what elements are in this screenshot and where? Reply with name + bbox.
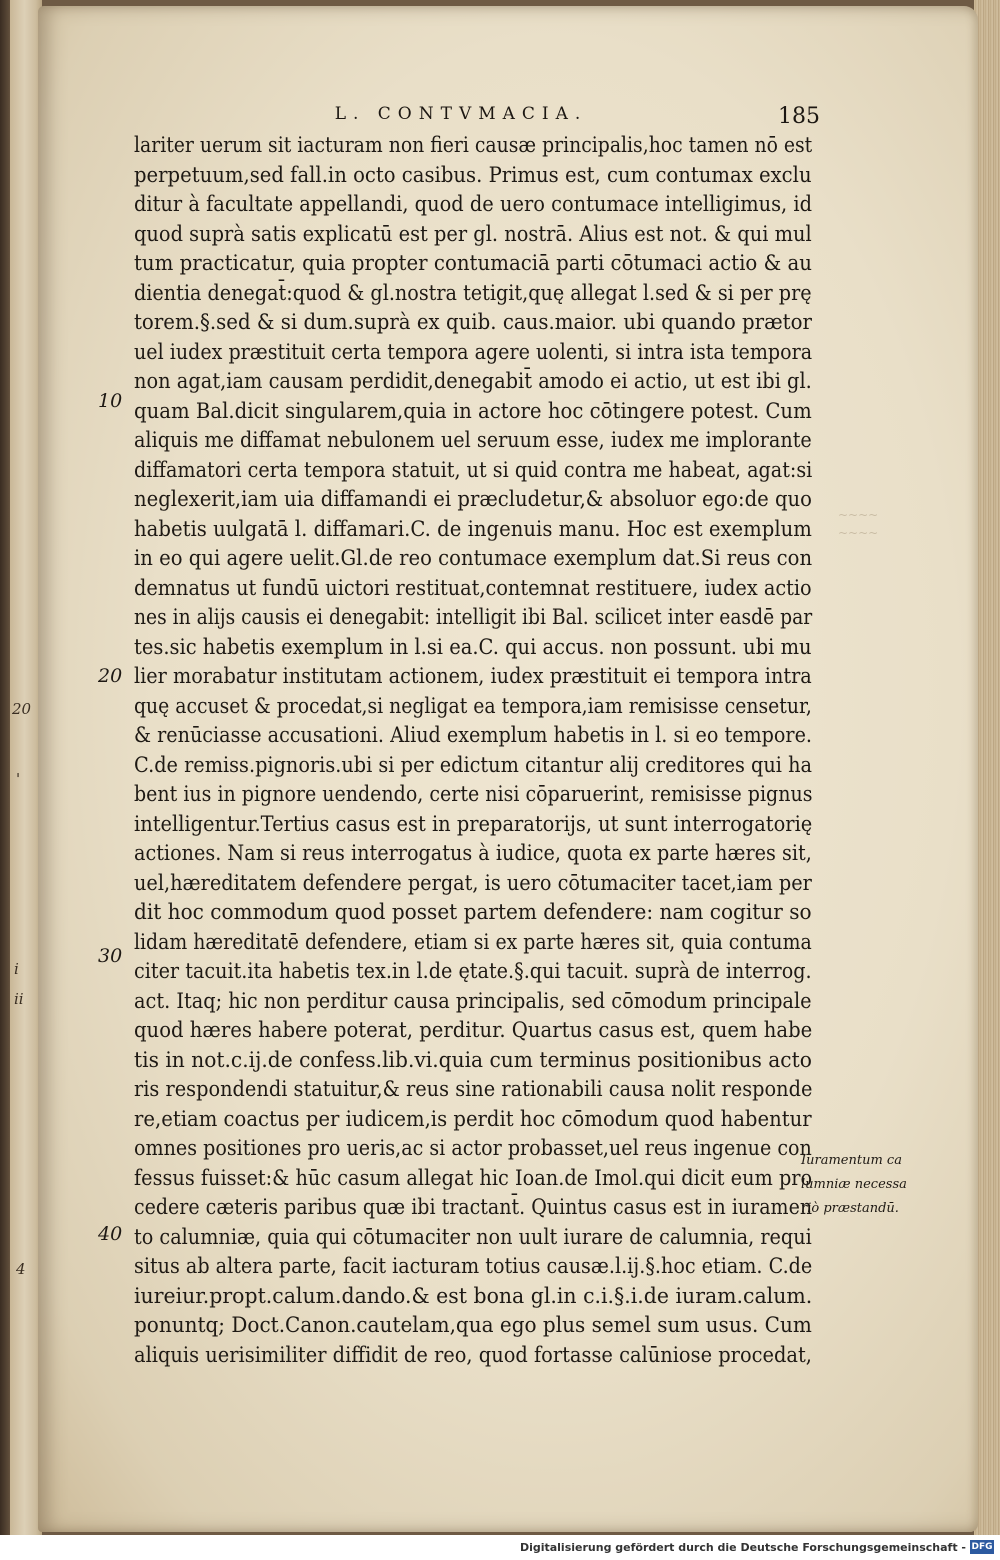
text-line: tum practicatur, quia propter contumaciā parti cōtumaci actio & au [134, 251, 812, 276]
show-through-text: ~~~~ ~~~~ [838, 508, 879, 540]
text-line: aliquis uerisimiliter diffidit de reo, quod fortasse calūniose procedat, [134, 1342, 812, 1368]
text-line: lidam hæreditatē defendere, etiam si ex parte hæres sit, quia contuma [134, 929, 812, 955]
text-line: uel iudex præstituit certa tempora agere uolenti, si intra ista tempora [134, 339, 813, 365]
dfg-logo: DFG [971, 1542, 993, 1552]
text-line: diffamatori certa tempora statuit, ut si quid contra me habeat, agat:si [134, 457, 813, 483]
margin-note [801, 1149, 911, 1221]
line-number: 40 [98, 1223, 123, 1245]
funding-credit: Digitalisierung gefördert durch die Deutsche Forschungsgemeinschaft - [519, 1541, 966, 1554]
text-line: lier morabatur institutam actionem, iudex præstituit ei tempora intra [134, 664, 812, 689]
text-line: ris respondendi statuitur,& reus sine rationabili causa nolit responde [134, 1077, 813, 1102]
footer-bar [0, 1535, 1000, 1560]
running-head: L. CONTVMACIA. [334, 104, 588, 124]
text-line: bent ius in pignore uendendo, certe nisi cōparuerint, remisisse pignus [134, 782, 813, 807]
text-line: act. Itaq; hic non perditur causa principalis, sed cōmodum principale [134, 988, 812, 1014]
text-line: iureiur.propt.calum.dando.& est bona gl.in c.i.§.i.de iuram.calum. [134, 1283, 813, 1309]
text-line: quod suprà satis explicatū est per gl. nostrā. Alius est not. & qui mul [134, 221, 812, 247]
page-number: 185 [778, 104, 820, 129]
margin-note-line: lumniæ necessa [801, 1177, 907, 1192]
line-number: 30 [98, 945, 123, 967]
text-line: lariter uerum sit iacturam non fieri causæ principalis,hoc tamen nō est [134, 133, 813, 158]
text-line: perpetuum,sed fall.in octo casibus. Primus est, cum contumax exclu [134, 162, 812, 188]
text-line: fessus fuisset:& hūc casum allegat hic Ioan.de Imol.qui dicit eum pro [134, 1165, 813, 1191]
text-line: habetis uulgatā l. diffamari.C. de ingenuis manu. Hoc est exemplum [134, 516, 812, 542]
margin-note-line: riò præstandū. [801, 1201, 899, 1216]
text-line: re,etiam coactus per iudicem,is perdit hoc cōmodum quod habentur [134, 1106, 812, 1132]
text-line: quod hæres habere poterat, perditur. Quartus casus est, quem habe [134, 1018, 813, 1043]
text-line: tes.sic habetis exemplum in l.si ea.C. qui accus. non possunt. ubi mu [134, 634, 812, 660]
text-line: ditur à facultate appellandi, quod de uero contumace intelligimus, id [134, 192, 813, 217]
text-line: uel,hæreditatem defendere pergat, is uero cōtumaciter tacet,iam per [134, 870, 812, 896]
text-line: ponuntq; Doct.Canon.cautelam,qua ego plus semel sum usus. Cum [134, 1313, 812, 1338]
text-line: quę accuset & procedat,si negligat ea tempora,iam remisisse censetur, [134, 693, 812, 719]
text-line: & renūciasse accusationi. Aliud exemplum habetis in l. si eo tempore. [134, 723, 813, 748]
text-line: cedere cæteris paribus quæ ibi tractant̄. Quintus casus est in iuramen [134, 1195, 813, 1220]
margin-note-line: Iuramentum ca [801, 1153, 902, 1168]
text-line: in eo qui agere uelit.Gl.de reo contumace exemplum dat.Si reus con [134, 546, 813, 571]
text-line: omnes positiones pro ueris,ac si actor probasset,uel reus ingenue con [134, 1136, 812, 1161]
line-number: 20 [98, 665, 123, 687]
text-line: demnatus ut fundū uictori restituat,contemnat restituere, iudex actio [134, 575, 812, 601]
previous-page-edge: 20 ' i ii 4 [10, 0, 42, 1535]
text-line: dit hoc commodum quod posset partem defendere: nam cogitur so [134, 900, 812, 925]
text-line: dientia denegat̄:quod & gl.nostra tetigit,quę allegat l.sed & si per prę [134, 280, 812, 306]
text-line: C.de remiss.pignoris.ubi si per edictum citantur alij creditores qui ha [134, 752, 812, 778]
text-line: situs ab altera parte, facit iacturam totius causæ.l.ij.§.hoc etiam. C.de [134, 1254, 813, 1279]
text-line: intelligentur.Tertius casus est in preparatorijs, ut sunt interrogatorię [134, 811, 813, 837]
text-line: quam Bal.dicit singularem,quia in actore hoc cōtingere potest. Cum [134, 398, 812, 424]
text-line: torem.§.sed & si dum.suprà ex quib. caus.maior. ubi quando prætor [134, 310, 812, 335]
text-line: actiones. Nam si reus interrogatus à iudice, quota ex parte hæres sit, [134, 841, 812, 866]
text-line: nes in alijs causis ei denegabit: intelligit ibi Bal. scilicet inter easdē par [134, 605, 813, 630]
text-line: aliquis me diffamat nebulonem uel seruum esse, iudex me implorante [134, 428, 812, 453]
text-line: tis in not.c.ij.de confess.lib.vi.quia cum terminus positionibus acto [134, 1047, 812, 1073]
text-line: non agat,iam causam perdidit,denegabit̄ amodo ei actio, ut est ibi gl. [134, 369, 812, 394]
body-text [134, 131, 834, 1370]
text-line: citer tacuit.ita habetis tex.in l.de ętate.§.qui tacuit. suprà de interrog. [134, 959, 812, 984]
text-line: neglexerit,iam uia diffamandi ei præcludetur,& absoluor ego:de quo [134, 487, 812, 512]
line-number: 10 [98, 390, 123, 412]
text-line: to calumniæ, quia qui cōtumaciter non uult iurare de calumnia, requi [134, 1224, 812, 1250]
